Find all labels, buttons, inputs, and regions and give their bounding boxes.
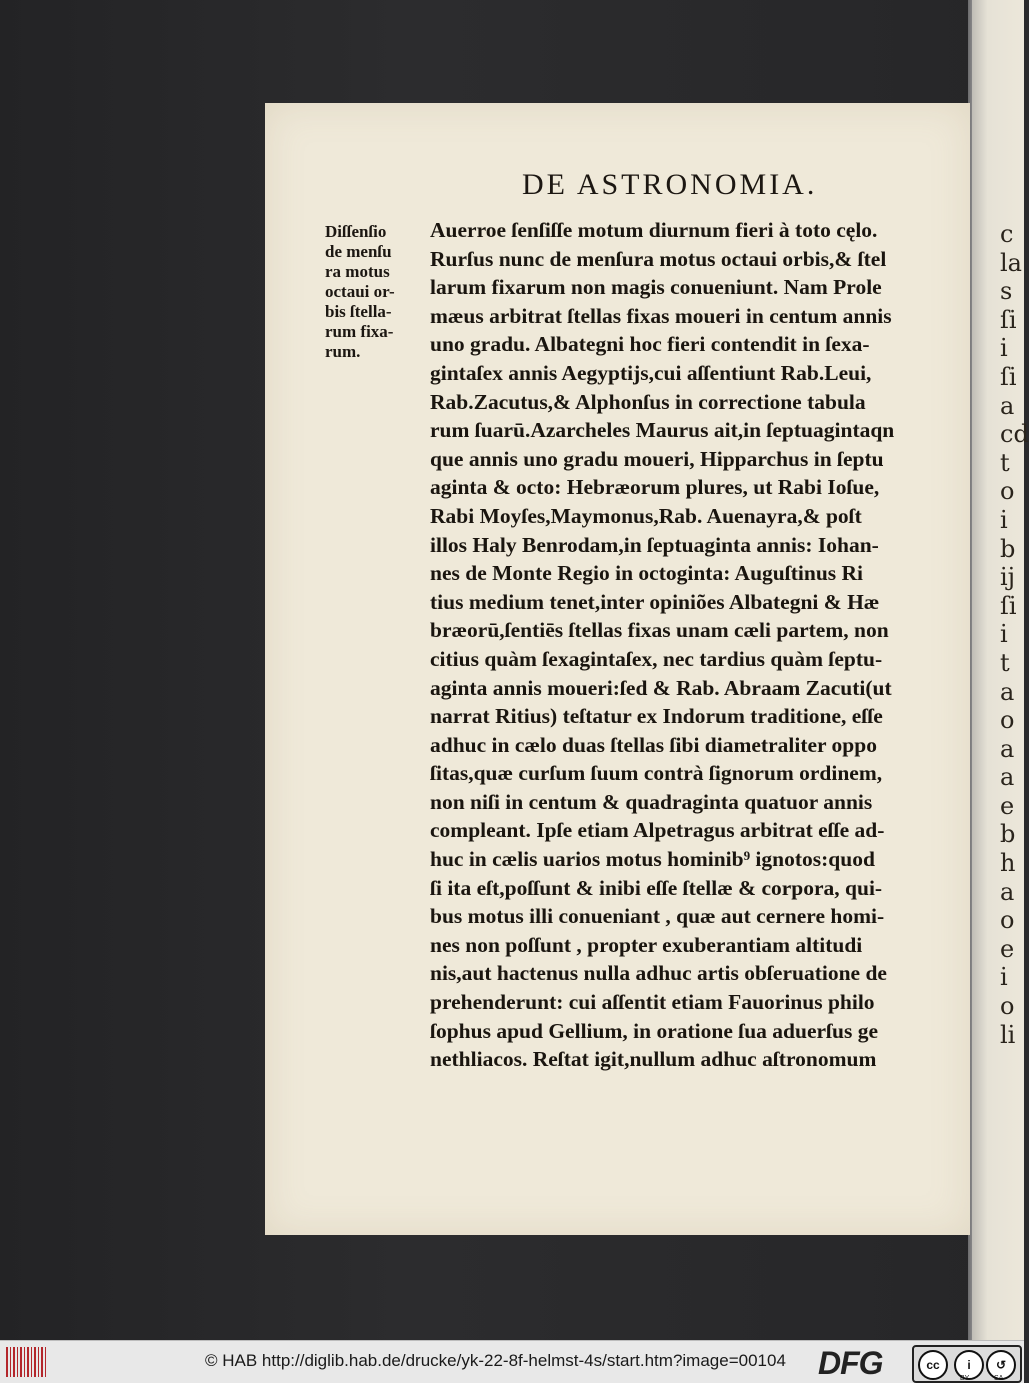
neighbor-text-fragment: a [1000, 877, 1015, 906]
running-head: DE ASTRONOMIA. [522, 168, 818, 201]
neighbor-text-fragment: ſi [1000, 362, 1017, 391]
neighbor-text-fragment: h [1000, 849, 1016, 878]
margin-note-line: octaui or- [325, 282, 395, 301]
text-line: huc in cælis uarios motus hominib⁹ ignotos:quod [430, 847, 875, 872]
text-line: ſitas,quæ curſum ſuum contrà ſignorum ordinem, [430, 761, 883, 786]
neighbor-text-fragment: b [1000, 534, 1016, 563]
text-line: que annis uno gradu moueri, Hipparchus in ſeptu [430, 446, 884, 471]
text-line: compleant. Ipſe etiam Alpetragus arbitrat eſſe ad- [430, 818, 885, 843]
neighbor-text-fragment: i [1000, 963, 1008, 992]
neighbor-text-fragment: o [1000, 706, 1015, 735]
cc-license-badge[interactable] [912, 1345, 1022, 1383]
text-line: gintaſex annis Aegyptijs,cui aſſentiunt Rab.Leui, [430, 360, 872, 385]
margin-note [325, 222, 425, 362]
cc-icon: cc [918, 1350, 948, 1380]
text-line: larum fixarum non magis conueniunt. Nam Prole [430, 275, 882, 300]
dfg-logo: DFG [818, 1345, 883, 1381]
text-line: Rab.Zacutus,& Alphonſus in correctione tabula [430, 389, 866, 414]
text-line: uno gradu. Albategni hoc fieri contendit in ſexa- [430, 332, 870, 357]
neighbor-text-fragment: e [1000, 791, 1015, 820]
neighbor-text-fragment: a [1000, 677, 1015, 706]
neighbor-text-fragment: a [1000, 763, 1015, 792]
text-line: nes non poſſunt , propter exuberantiam altitudi [430, 932, 863, 957]
text-line: ſophus apud Gellium, in oratione ſua aduerſus ge [430, 1018, 879, 1043]
text-line: non niſi in centum & quadraginta quatuor annis [430, 789, 873, 814]
neighbor-text-fragment: la [1000, 248, 1022, 277]
text-line: mæus arbitrat ſtellas fixas moueri in centum annis [430, 303, 892, 328]
text-line: nes de Monte Regio in octoginta: Auguſtinus Ri [430, 561, 864, 586]
sa-label: SA [994, 1375, 1004, 1382]
neighbor-text-fragment: o [1000, 906, 1015, 935]
footer-bar [0, 1340, 1024, 1383]
neighbor-text-fragment: b [1000, 820, 1016, 849]
by-label: BY [960, 1375, 970, 1382]
neighbor-text-fragment: t [1000, 448, 1010, 477]
neighbor-text-fragment: t [1000, 648, 1010, 677]
margin-note-line: rum. [325, 342, 361, 361]
neighbor-text-fragment: i [1000, 620, 1008, 649]
neighbor-text-fragment: o [1000, 477, 1015, 506]
neighbor-text-fragment: ſi [1000, 591, 1017, 620]
neighbor-text-fragment: a [1000, 391, 1015, 420]
hab-logo-icon [6, 1347, 46, 1377]
body-text [430, 216, 945, 1074]
text-line: prehenderunt: cui aſſentit etiam Fauorinus philo [430, 990, 875, 1015]
neighbor-text-fragment: s [1000, 277, 1013, 306]
neighbor-text-fragment: i [1000, 505, 1008, 534]
text-line: illos Haly Benrodam,in ſeptuaginta annis: Iohan- [430, 532, 879, 557]
text-line: tius medium tenet,inter opiniões Albategni & Hæ [430, 589, 880, 614]
margin-note-line: rum fixa- [325, 322, 394, 341]
attribution-icon: i [954, 1350, 984, 1380]
text-line: bræorū,ſentiēs ſtellas fixas unam cæli partem, non [430, 618, 889, 643]
neighbor-text-fragment: a [1000, 734, 1015, 763]
neighbor-text-fragment: li [1000, 1020, 1016, 1049]
share-alike-icon: ↺ [986, 1350, 1016, 1380]
neighbor-text-fragment: e [1000, 934, 1015, 963]
text-line: Rurſus nunc de menſura motus octaui orbis,& ſtel [430, 246, 887, 271]
margin-note-line: Diſſenſio [325, 222, 387, 241]
text-line: Rabi Moyſes,Maymonus,Rab. Auenayra,& poſt [430, 503, 862, 528]
text-line: nethliacos. Reſtat igit,nullum adhuc aſtronomum [430, 1047, 877, 1072]
margin-note-line: de menſu [325, 242, 392, 261]
text-line: aginta & octo: Hebræorum plures, ut Rabi Ioſue, [430, 475, 880, 500]
neighbor-page-text [1000, 220, 1029, 1049]
text-line: adhuc in cælo duas ſtellas ſibi diametraliter oppo [430, 732, 877, 757]
text-line: citius quàm ſexagintaſex, nec tardius quàm ſeptu- [430, 646, 883, 671]
neighbor-text-fragment: i [1000, 334, 1008, 363]
neighbor-text-fragment: o [1000, 992, 1015, 1021]
neighbor-text-fragment: ij [1000, 563, 1016, 592]
text-line: Auerroe ſenſiſſe motum diurnum fieri à toto cęlo. [430, 218, 878, 242]
neighbor-text-fragment: ſi [1000, 305, 1017, 334]
text-line: bus motus illi conueniant , quæ aut cernere homi- [430, 904, 885, 929]
neighbor-text-fragment: c [1000, 220, 1014, 248]
text-line: rum ſuarū.Azarcheles Maurus ait,in ſeptuagintaqn [430, 418, 895, 443]
margin-note-line: bis ſtella- [325, 302, 392, 321]
neighbor-text-fragment: cd [1000, 420, 1029, 449]
text-line: aginta annis moueri:ſed & Rab. Abraam Zacuti(ut [430, 675, 892, 700]
margin-note-line: ra motus [325, 262, 390, 281]
text-line: ſi ita eſt,poſſunt & inibi eſſe ſtellæ & corpora, qui- [430, 875, 883, 900]
copyright-link[interactable]: © HAB http://diglib.hab.de/drucke/yk-22-8f-helmst-4s/start.htm?image=00104 [205, 1351, 786, 1370]
text-line: narrat Ritius) teſtatur ex Indorum traditione, eſſe [430, 704, 883, 729]
text-line: nis,aut hactenus nulla adhuc artis obſeruatione de [430, 961, 887, 986]
